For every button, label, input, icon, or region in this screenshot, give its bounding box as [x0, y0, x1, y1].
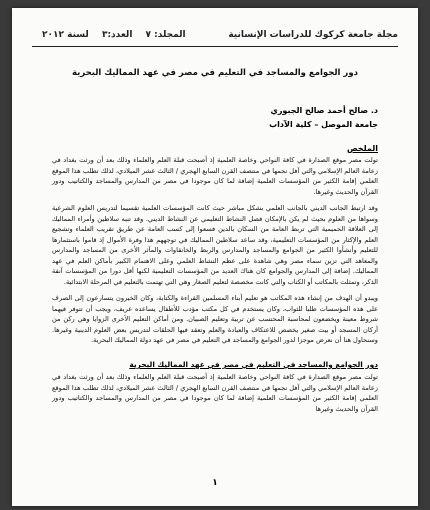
paragraph: وقد ارتبط الجانب الديني بالجانب العلمي بشكل مباشر حيث كانت المؤسسات العلمية تقسيما لتدريس العلوم الشرعية وسواها من العلوم بحيث لم يكن بالإمكان فصل النشاط التعليمي عن النشاط الديني. وقد تنبه سلاطين وأمراء المماليك إلى العلاقة الحميمية التي تربط العامة من السكان بالدين فسعوا إلى كسب العامة عن طريق تقريب العلماء وتشجيع العلم والإكثار من المؤسسات التعليمية، وقد ساعد سلاطين المماليك في توجههم هذا وفرة الأموال إذ قاموا باستثمارها للتعليم وأنشأوا الكثير من الجوامع والمساجد والمدارس والربط والخانقاوات والمآثر الأخرى من المساجد والمدارس والمعاهد التي تزين سماء مصر وهي شاهدة على عظم النشاط العلمي وعلى الاهتمام الكبير بأماكن العلم في عهد المماليك. إضافة إلى المدارس والجوامع كان هناك العديد من المؤسسات التعليمية لكنها أقل دورا من المؤسسات آنفة الذكر، وتمثلت بالمكاتب أو الكتاب والتي كانت مخصصة لتعليم الصغار وهي التي تهتمت بالتعليم في المرحلة الابتدائية.: [52, 204, 378, 286]
journal-header: [32, 28, 398, 47]
paragraph: تولت مصر موقع الصدارة في كافة النواحي وخاصة العلمية إذ أصبحت قبلة العلم والعلماء وذلك بعد أن ورثت بغداد في زعامة العالم الإسلامي والتي آفل نجمها في منتصف القرن السابع الهجري / الثالث عشر الميلادي، لذلك تطلب هذا الموقع العلمي إقامة الكثير من المؤسسات العلمية إضافة لما كان موجودا في مصر من المدارس والمساجد والكتاتيب ودور القرآن والحديث وغيرها: [52, 373, 378, 413]
summary-heading: الملخص: [346, 144, 378, 153]
article-title: دور الجوامع والمساجد في التعليم في مصر في عهد المماليك البحرية: [72, 68, 358, 78]
journal-name: مجلة جامعة كركوك للدراسات الإنسانية: [228, 30, 398, 40]
paragraph: تولت مصر موقع الصدارة في كافة النواحي وخاصة العلمية إذ أصبحت قبلة العلم والعلماء وذلك بعد أن ورثت بغداد في زعامة العالم الإسلامي والتي آفل نجمها في منتصف القرن السابع الهجري / الثالث عشر الميلادي، لذلك تطلب هذا الموقع العلمي إقامة الكثير من المؤسسات العلمية إضافة لما كان موجودا في مصر من المدارس والمساجد والكتاتيب ودور القرآن والحديث وغيرها.: [52, 156, 378, 196]
author-name: د. صالح أحمد صالح الجبوري: [270, 106, 378, 115]
section-body: [52, 372, 378, 414]
volume-label: المجلد: ٧: [145, 30, 186, 40]
summary-body: [52, 155, 378, 352]
author-affiliation: جامعة الموصل – كلية الآداب: [269, 120, 378, 129]
issue-info: [32, 30, 186, 40]
page-number: ١: [212, 478, 218, 488]
document-page: [12, 8, 418, 506]
paragraph: ويبدو أن الهدف من إنشاء هذه المكاتب هو تعليم أبناء المسلمين القراءة والكتابة، وكان الخيرون يتسارعون إلى الصرف على هذه المؤسسات طلبا للثواب، وكان يستخدم في كل مكتب مؤدب للأطفال يساعده عريف، ويجب أن تتوفر فيهما شروط معينة ويخضعون لمحاسبة المحتسب عن تربية وتعليم الصبيان. ومن أماكن التعليم الأخرى الزوايا وهي ركن من أركان المسجد أو بيت صغير يخصص للاعتكاف والعبادة والعلم وتعقد فيها الحلقات لتدريس بعض العلوم الدينية وغيرها. وسنحاول هنا أن نعرض موجزا لدور الجوامع والمساجد في التعليم في مصر في عهد دولة المماليك البحرية.: [52, 294, 378, 344]
year-label: لسنة ٢٠١٢: [42, 30, 89, 40]
issue-label: العدد:٣: [101, 30, 133, 40]
section-heading: دور الجوامع والمساجد في التعليم في مصر في عهد المماليك البحرية: [129, 360, 378, 369]
